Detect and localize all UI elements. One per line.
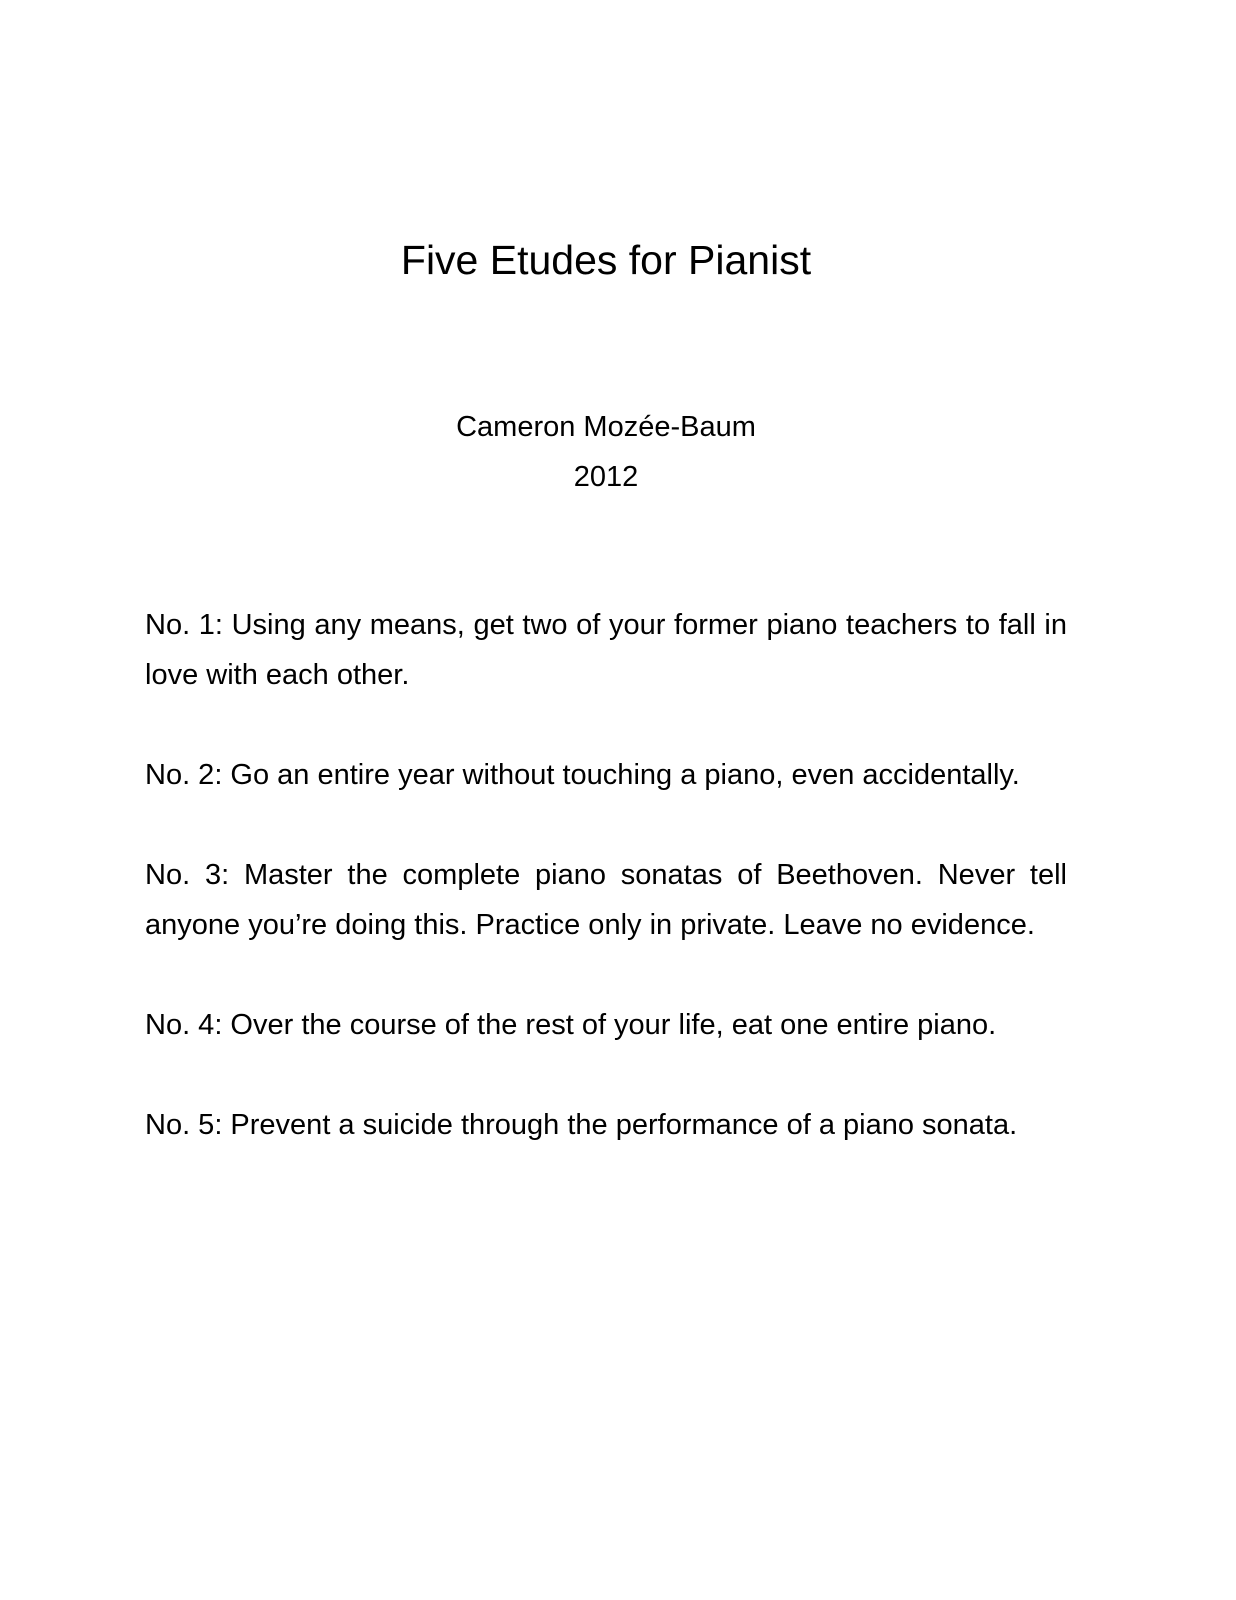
composition-year: 2012 xyxy=(573,461,639,493)
etude-2: No. 2: Go an entire year without touching a piano, even accidentally. xyxy=(145,759,1020,791)
author-name: Cameron Mozée-Baum xyxy=(456,411,756,443)
etude-4: No. 4: Over the course of the rest of your life, eat one entire piano. xyxy=(145,1009,997,1041)
etude-1: No. 1: Using any means, get two of your former piano teachers to fall in love with each other. xyxy=(145,609,1067,691)
etude-5: No. 5: Prevent a suicide through the performance of a piano sonata. xyxy=(145,1109,1018,1141)
etude-3: No. 3: Master the complete piano sonatas of Beethoven. Never tell anyone you’re doing this. Practice only in private. Leave no evidence. xyxy=(145,859,1067,941)
byline xyxy=(0,402,1212,502)
etude-list xyxy=(145,600,1067,1200)
document-title: Five Etudes for Pianist xyxy=(400,237,812,283)
